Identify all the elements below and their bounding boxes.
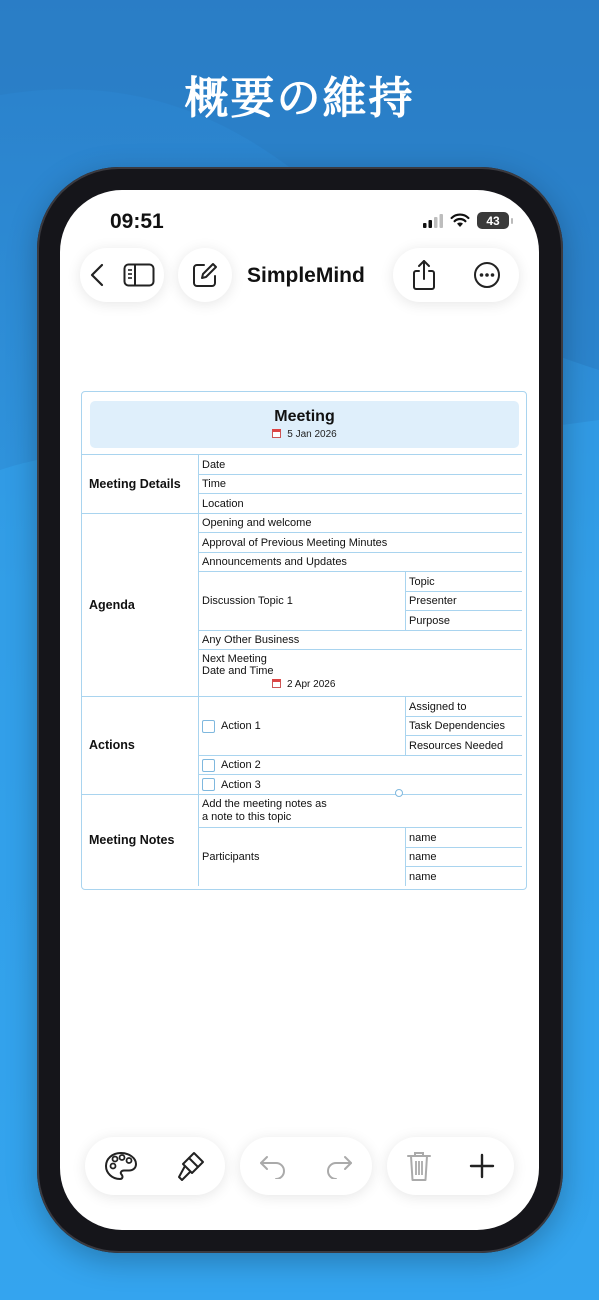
checkbox-icon[interactable] <box>202 759 215 772</box>
action-2[interactable] <box>198 756 518 774</box>
mind-map[interactable] <box>81 391 527 890</box>
status-icons <box>423 212 509 229</box>
app-title: SimpleMind <box>247 264 365 287</box>
app-screen <box>60 190 539 1230</box>
next-meeting-date <box>202 679 522 690</box>
checkbox-icon[interactable] <box>202 778 215 791</box>
next-meeting-date-text: 2 Apr 2026 <box>287 679 336 690</box>
participant-name[interactable]: name <box>409 870 437 883</box>
map-date-text: 5 Jan 2026 <box>287 429 337 440</box>
section-meeting-notes[interactable]: Meeting Notes <box>89 833 175 847</box>
undo-icon[interactable] <box>259 1153 287 1179</box>
section-actions[interactable]: Actions <box>89 738 135 752</box>
map-date <box>90 429 519 440</box>
history-pill <box>240 1137 372 1195</box>
more-icon[interactable] <box>473 261 501 289</box>
actions-pill <box>393 248 519 302</box>
participants[interactable]: Participants <box>202 851 260 863</box>
calendar-icon <box>272 429 281 438</box>
discussion-purpose[interactable]: Purpose <box>409 614 450 627</box>
signal-icon <box>423 214 443 228</box>
detail-location[interactable]: Location <box>202 497 244 510</box>
map-title: Meeting <box>274 408 335 425</box>
next-meeting-line2: Date and Time <box>202 665 274 677</box>
action-2-label: Action 2 <box>221 759 261 771</box>
notes-line2: a note to this topic <box>202 811 292 823</box>
discussion-presenter[interactable]: Presenter <box>409 595 457 607</box>
status-time: 09:51 <box>110 210 164 233</box>
share-icon[interactable] <box>411 259 437 291</box>
battery-level: 43 <box>486 213 500 228</box>
battery-indicator <box>477 212 509 229</box>
compose-icon <box>191 261 219 289</box>
map-header[interactable] <box>90 401 519 448</box>
agenda-approval[interactable]: Approval of Previous Meeting Minutes <box>202 536 388 549</box>
style-pill <box>85 1137 225 1195</box>
action-1-label: Action 1 <box>221 720 261 732</box>
action-3[interactable] <box>198 775 518 794</box>
participant-name[interactable]: name <box>409 851 437 863</box>
redo-icon[interactable] <box>325 1153 353 1179</box>
section-agenda[interactable]: Agenda <box>89 598 135 612</box>
action-dependencies[interactable]: Task Dependencies <box>409 720 506 732</box>
brush-icon[interactable] <box>176 1150 206 1182</box>
next-meeting-line1: Next Meeting <box>202 653 267 665</box>
status-bar <box>60 210 539 234</box>
notes-topic[interactable] <box>198 795 522 827</box>
participant-name[interactable]: name <box>409 831 437 844</box>
agenda-announcements[interactable]: Announcements and Updates <box>202 556 347 568</box>
notes-line1: Add the meeting notes as <box>202 798 327 810</box>
sidebar-icon[interactable] <box>123 263 155 287</box>
palette-icon[interactable] <box>104 1151 138 1181</box>
action-assigned[interactable]: Assigned to <box>409 700 467 713</box>
agenda-discussion[interactable]: Discussion Topic 1 <box>202 595 293 607</box>
plus-icon[interactable] <box>469 1153 495 1179</box>
wifi-icon <box>450 213 470 228</box>
action-resources[interactable]: Resources Needed <box>409 739 504 752</box>
headline: 概要の維持 <box>184 73 415 124</box>
compose-button[interactable] <box>178 248 232 302</box>
detail-date[interactable]: Date <box>202 458 226 471</box>
agenda-opening[interactable]: Opening and welcome <box>202 517 312 529</box>
chevron-left-icon[interactable] <box>90 263 104 287</box>
trash-icon[interactable] <box>406 1150 432 1182</box>
action-1[interactable] <box>198 697 405 755</box>
detail-time[interactable]: Time <box>202 478 227 490</box>
checkbox-icon[interactable] <box>202 720 215 733</box>
discussion-topic[interactable]: Topic <box>409 575 435 588</box>
calendar-icon <box>272 679 281 688</box>
edit-pill <box>387 1137 514 1195</box>
agenda-next-meeting[interactable] <box>198 650 522 696</box>
action-3-label: Action 3 <box>221 778 261 791</box>
agenda-aob[interactable]: Any Other Business <box>202 634 300 646</box>
section-meeting-details[interactable]: Meeting Details <box>89 477 181 491</box>
nav-pill <box>80 248 164 302</box>
